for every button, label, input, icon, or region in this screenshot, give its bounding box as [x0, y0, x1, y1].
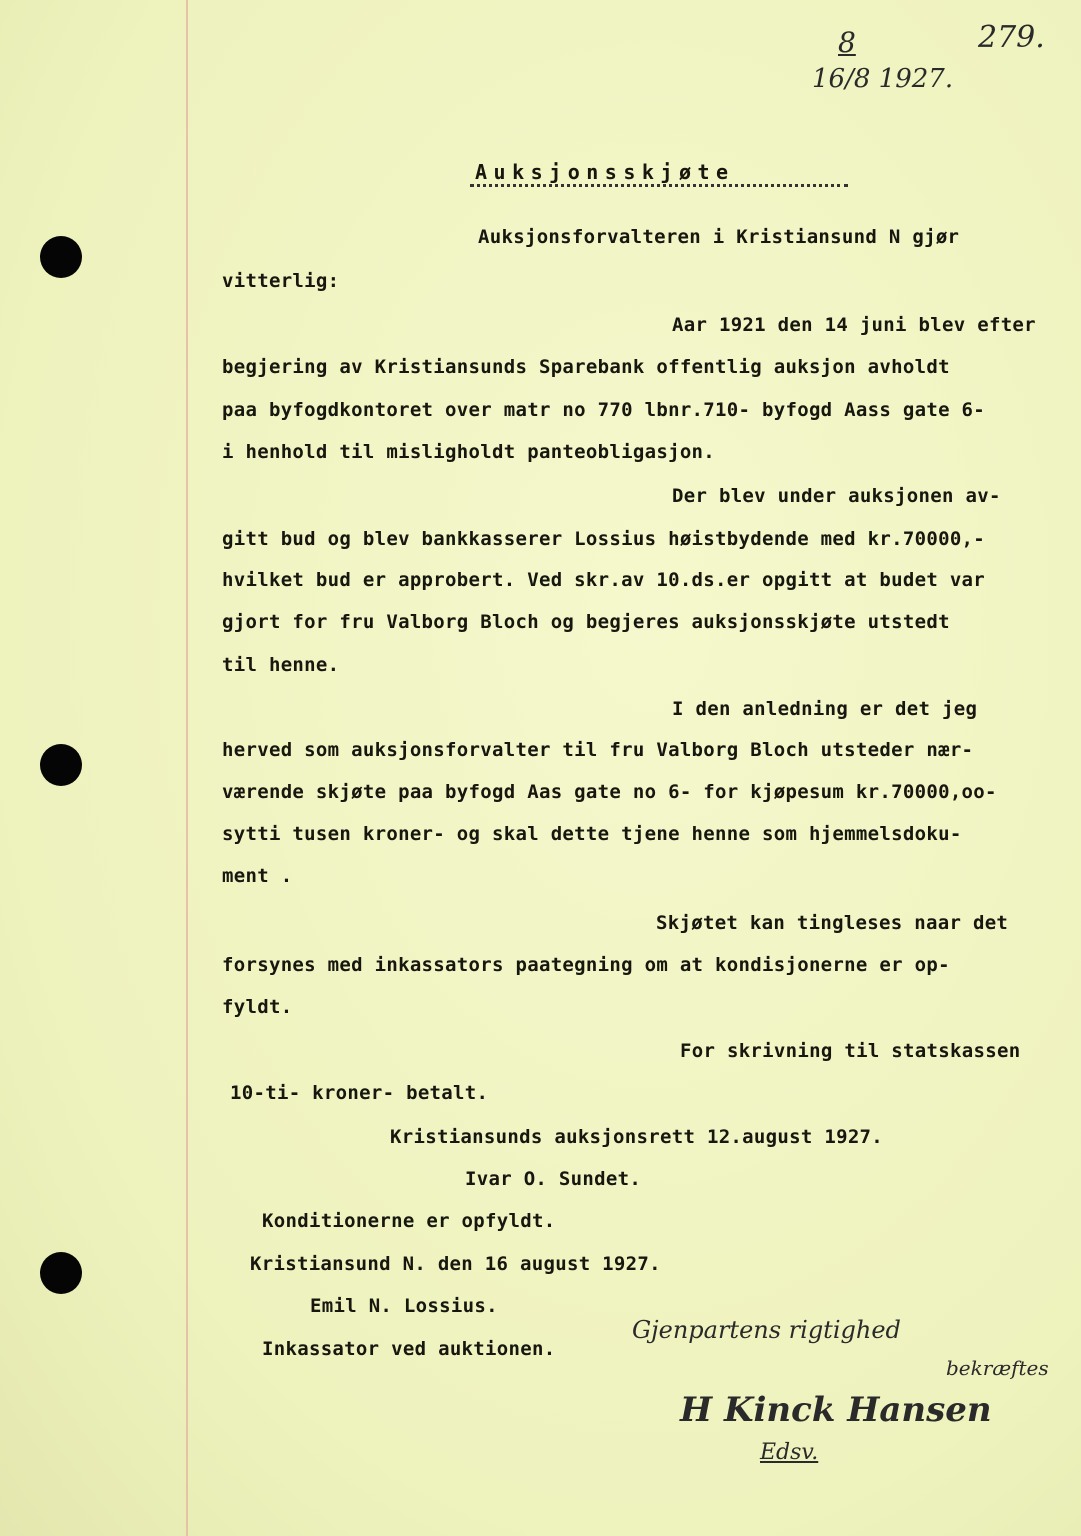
body-line: Aar 1921 den 14 juni blev efter	[672, 314, 1036, 336]
document-title: Auksjonsskjøte	[475, 160, 735, 184]
endorsement-place-date: Kristiansund N. den 16 august 1927.	[250, 1253, 661, 1275]
body-line: sytti tusen kroner- og skal dette tjene henne som hjemmelsdoku-	[222, 823, 962, 845]
endorsement-line: Konditionerne er opfyldt.	[262, 1210, 556, 1232]
body-line: vitterlig:	[222, 270, 340, 292]
body-line: herved som auksjonsforvalter til fru Valborg Bloch utsteder nær-	[222, 739, 974, 761]
punch-hole-middle	[40, 744, 82, 786]
body-line: gitt bud og blev bankkasserer Lossius høistbydende med kr.70000,-	[222, 528, 986, 550]
body-line: Der blev under auksjonen av-	[672, 485, 1001, 507]
body-line: For skrivning til statskassen	[680, 1040, 1021, 1062]
margin-rule	[186, 0, 188, 1536]
body-line: til henne.	[222, 654, 340, 676]
body-line: I den anledning er det jeg	[672, 698, 978, 720]
collector-name: Emil N. Lossius.	[310, 1295, 498, 1317]
title-underline	[470, 184, 848, 187]
body-line: forsynes med inkassators paategning om at kondisjonerne er op-	[222, 954, 950, 976]
clerk-signature: H Kinck Hansen	[680, 1390, 992, 1430]
body-line: hvilket bud er approbert. Ved skr.av 10.ds.er opgitt at budet var	[222, 569, 986, 591]
body-line: paa byfogdkontoret over matr no 770 lbnr.710- byfogd Aass gate 6-	[222, 399, 986, 421]
collector-title: Inkassator ved auktionen.	[262, 1338, 556, 1360]
body-line: i henhold til misligholdt panteobligasjon.	[222, 441, 716, 463]
body-line: 10-ti- kroner- betalt.	[230, 1082, 489, 1104]
body-line: Skjøtet kan tingleses naar det	[656, 912, 1009, 934]
body-line: begjering av Kristiansunds Sparebank offentlig auksjon avholdt	[222, 356, 950, 378]
body-line: gjort for fru Valborg Bloch og begjeres auksjonsskjøte utstedt	[222, 611, 950, 633]
body-line: værende skjøte paa byfogd Aas gate no 6- for kjøpesum kr.70000,oo-	[222, 781, 997, 803]
signer-name: Ivar O. Sundet.	[465, 1168, 642, 1190]
body-line: Auksjonsforvalteren i Kristiansund N gjør	[478, 226, 960, 248]
punch-hole-bottom	[40, 1252, 82, 1294]
punch-hole-top	[40, 236, 82, 278]
certification-note-line2: bekræftes	[946, 1356, 1049, 1380]
body-line: ment .	[222, 865, 293, 887]
folio-number: 8	[838, 26, 856, 59]
page-number: 279.	[978, 20, 1045, 55]
body-line: fyldt.	[222, 996, 293, 1018]
certification-note-line1: Gjenpartens rigtighed	[632, 1316, 901, 1344]
closing-place-date: Kristiansunds auksjonsrett 12.august 1927.	[390, 1126, 884, 1148]
handwritten-date: 16/8 1927.	[812, 64, 954, 94]
signature-role: Edsv.	[760, 1440, 819, 1465]
